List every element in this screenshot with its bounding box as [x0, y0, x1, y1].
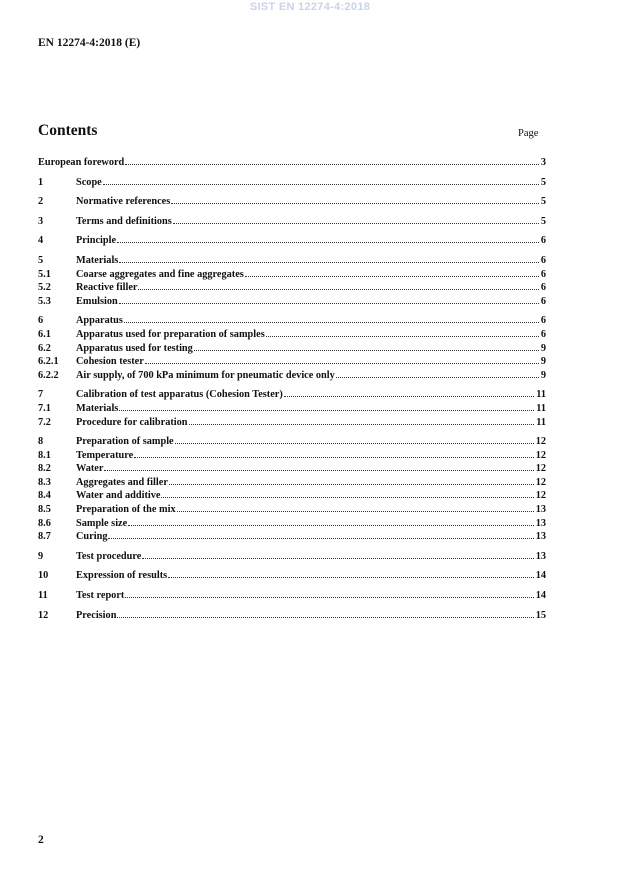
toc-entry-page: 5	[540, 215, 546, 227]
toc-entry[interactable]	[38, 268, 546, 282]
toc-entry-title: Scope	[76, 176, 102, 188]
toc-entry-page: 12	[535, 490, 546, 502]
toc-entry-title: Emulsion	[76, 295, 118, 307]
toc-entry[interactable]	[38, 449, 546, 463]
toc-entry[interactable]	[38, 328, 546, 342]
toc-entry[interactable]	[38, 195, 546, 209]
toc-entry-page: 11	[536, 402, 546, 414]
toc-dot-leader	[117, 617, 533, 618]
toc-dot-leader	[128, 525, 534, 526]
toc-dot-leader	[119, 262, 539, 263]
toc-entry[interactable]	[38, 530, 546, 544]
toc-entry[interactable]	[38, 215, 546, 229]
toc-entry-number: 2	[38, 196, 44, 208]
toc-entry-title: Preparation of sample	[76, 436, 174, 448]
toc-entry-number: 8	[38, 436, 44, 448]
toc-entry[interactable]	[38, 388, 546, 402]
toc-entry-number: 5	[38, 254, 44, 266]
toc-entry-number: 5.2	[38, 282, 51, 294]
toc-entry-title: Materials	[76, 402, 119, 414]
toc-entry-title: Water and additive	[76, 490, 161, 502]
toc-entry-number: 8.3	[38, 476, 51, 488]
toc-dot-leader	[177, 511, 534, 512]
toc-entry[interactable]	[38, 550, 546, 564]
toc-entry-number: 4	[38, 235, 44, 247]
toc-entry-number: 8.6	[38, 517, 51, 529]
toc-entry-number: 6	[38, 315, 44, 327]
toc-entry-page: 13	[535, 550, 546, 562]
toc-entry-page: 9	[540, 369, 546, 381]
toc-entry-page: 5	[540, 196, 546, 208]
toc-entry-title: Curing	[76, 531, 108, 543]
toc-dot-leader	[125, 164, 539, 165]
toc-entry-title: European foreword	[38, 157, 125, 168]
toc-entry[interactable]	[38, 589, 546, 603]
toc-entry-number: 8.7	[38, 531, 51, 543]
toc-entry-page: 14	[535, 570, 546, 582]
toc-entry-number: 7	[38, 389, 44, 401]
toc-entry-page: 12	[535, 449, 546, 461]
toc-entry-title: Expression of results	[76, 570, 168, 582]
toc-entry[interactable]	[38, 234, 546, 248]
toc-entry-title: Sample size	[76, 517, 128, 529]
toc-dot-leader	[245, 276, 539, 277]
toc-entry-number: 8.1	[38, 449, 51, 461]
toc-entry-number: 8.4	[38, 490, 51, 502]
toc-entry-number: 5.3	[38, 295, 51, 307]
toc-entry-page: 6	[540, 328, 546, 340]
toc-dot-leader	[161, 497, 533, 498]
toc-dot-leader	[145, 363, 539, 364]
toc-entry-page: 6	[540, 295, 546, 307]
toc-entry-page: 6	[540, 282, 546, 294]
toc-entry-title: Calibration of test apparatus (Cohesion Tester)	[76, 389, 283, 401]
toc-entry-title: Aggregates and filler	[76, 476, 168, 488]
toc-dot-leader	[103, 184, 539, 185]
toc-entry[interactable]	[38, 176, 546, 190]
toc-entry-title: Test procedure	[76, 550, 142, 562]
toc-entry[interactable]	[38, 369, 546, 383]
toc-entry[interactable]	[38, 402, 546, 416]
toc-dot-leader	[108, 538, 533, 539]
toc-entry-title: Terms and definitions	[76, 215, 172, 227]
toc-entry-page: 6	[540, 254, 546, 266]
toc-entry-title: Materials	[76, 254, 119, 266]
toc-entry[interactable]	[38, 503, 546, 517]
page-number: 2	[38, 834, 44, 846]
toc-entry[interactable]	[38, 462, 546, 476]
table-of-contents	[38, 156, 546, 622]
toc-dot-leader	[189, 424, 535, 425]
toc-dot-leader	[142, 558, 533, 559]
toc-entry[interactable]	[38, 435, 546, 449]
toc-entry-page: 12	[535, 463, 546, 475]
toc-entry-number: 7.1	[38, 402, 51, 414]
toc-dot-leader	[168, 577, 534, 578]
toc-dot-leader	[194, 350, 539, 351]
toc-entry-number: 11	[38, 590, 48, 602]
toc-entry-number: 10	[38, 570, 49, 582]
toc-dot-leader	[104, 470, 533, 471]
toc-entry[interactable]	[38, 156, 546, 170]
toc-entry-title: Procedure for calibration	[76, 416, 188, 428]
toc-entry-title: Air supply, of 700 kPa minimum for pneumatic device only	[76, 369, 335, 381]
toc-entry-page: 9	[540, 356, 546, 368]
toc-entry-page: 6	[540, 268, 546, 280]
toc-entry-page: 6	[540, 315, 546, 327]
toc-entry-title: Preparation of the mix	[76, 504, 176, 516]
toc-dot-leader	[336, 377, 539, 378]
toc-dot-leader	[119, 303, 539, 304]
toc-entry-page: 6	[540, 235, 546, 247]
toc-entry-number: 6.1	[38, 328, 51, 340]
toc-entry-number: 8.2	[38, 463, 51, 475]
toc-dot-leader	[134, 457, 534, 458]
toc-entry-title: Apparatus used for preparation of samples	[76, 328, 265, 340]
toc-entry-title: Apparatus used for testing	[76, 342, 193, 354]
toc-entry-page: 11	[536, 416, 546, 428]
toc-entry-page: 12	[535, 436, 546, 448]
toc-entry[interactable]	[38, 489, 546, 503]
toc-entry-title: Coarse aggregates and fine aggregates	[76, 268, 244, 280]
page-column-label: Page	[518, 128, 539, 139]
toc-entry-title: Water	[76, 463, 104, 475]
toc-dot-leader	[266, 336, 539, 337]
toc-entry[interactable]	[38, 254, 546, 268]
toc-entry-number: 6.2.2	[38, 369, 59, 381]
toc-entry-title: Normative references	[76, 196, 171, 208]
toc-entry-title: Principle	[76, 235, 117, 247]
toc-entry[interactable]	[38, 569, 546, 583]
toc-dot-leader	[117, 242, 539, 243]
toc-entry-number: 7.2	[38, 416, 51, 428]
toc-dot-leader	[124, 322, 539, 323]
document-id: EN 12274-4:2018 (E)	[38, 37, 141, 49]
toc-dot-leader	[171, 203, 539, 204]
toc-entry-number: 12	[38, 609, 49, 621]
toc-entry-page: 15	[535, 609, 546, 621]
toc-dot-leader	[125, 597, 533, 598]
toc-dot-leader	[169, 484, 534, 485]
toc-entry-page: 12	[535, 476, 546, 488]
toc-entry-title: Temperature	[76, 449, 134, 461]
toc-entry-number: 8.5	[38, 504, 51, 516]
toc-entry-number: 9	[38, 550, 44, 562]
toc-entry-title: Precision	[76, 609, 117, 621]
watermark: SIST EN 12274-4:2018	[249, 1, 371, 13]
toc-entry-page: 11	[536, 389, 546, 401]
toc-dot-leader	[175, 443, 534, 444]
toc-dot-leader	[119, 410, 534, 411]
toc-entry[interactable]	[38, 295, 546, 309]
toc-entry-number: 6.2	[38, 342, 51, 354]
contents-heading: Contents	[38, 122, 98, 139]
toc-entry-page: 13	[535, 504, 546, 516]
toc-entry-title: Reactive filler	[76, 282, 138, 294]
toc-entry[interactable]	[38, 314, 546, 328]
toc-entry-page: 13	[535, 531, 546, 543]
toc-dot-leader	[173, 223, 539, 224]
toc-entry-title: Cohesion tester	[76, 356, 144, 368]
toc-dot-leader	[138, 289, 538, 290]
toc-entry-title: Test report	[76, 590, 125, 602]
toc-entry[interactable]	[38, 355, 546, 369]
toc-entry-page: 14	[535, 590, 546, 602]
toc-entry-page: 13	[535, 517, 546, 529]
toc-entry[interactable]	[38, 281, 546, 295]
toc-entry-page: 5	[540, 176, 546, 188]
toc-entry[interactable]	[38, 342, 546, 356]
toc-entry[interactable]	[38, 609, 546, 623]
toc-entry-number: 5.1	[38, 268, 51, 280]
toc-entry[interactable]	[38, 517, 546, 531]
toc-entry[interactable]	[38, 476, 546, 490]
toc-entry[interactable]	[38, 416, 546, 430]
toc-entry-number: 3	[38, 215, 44, 227]
toc-entry-number: 6.2.1	[38, 356, 59, 368]
toc-entry-page: 9	[540, 342, 546, 354]
toc-entry-number: 1	[38, 176, 44, 188]
toc-entry-title: Apparatus	[76, 315, 123, 327]
toc-dot-leader	[284, 396, 534, 397]
toc-entry-page: 3	[540, 157, 546, 168]
